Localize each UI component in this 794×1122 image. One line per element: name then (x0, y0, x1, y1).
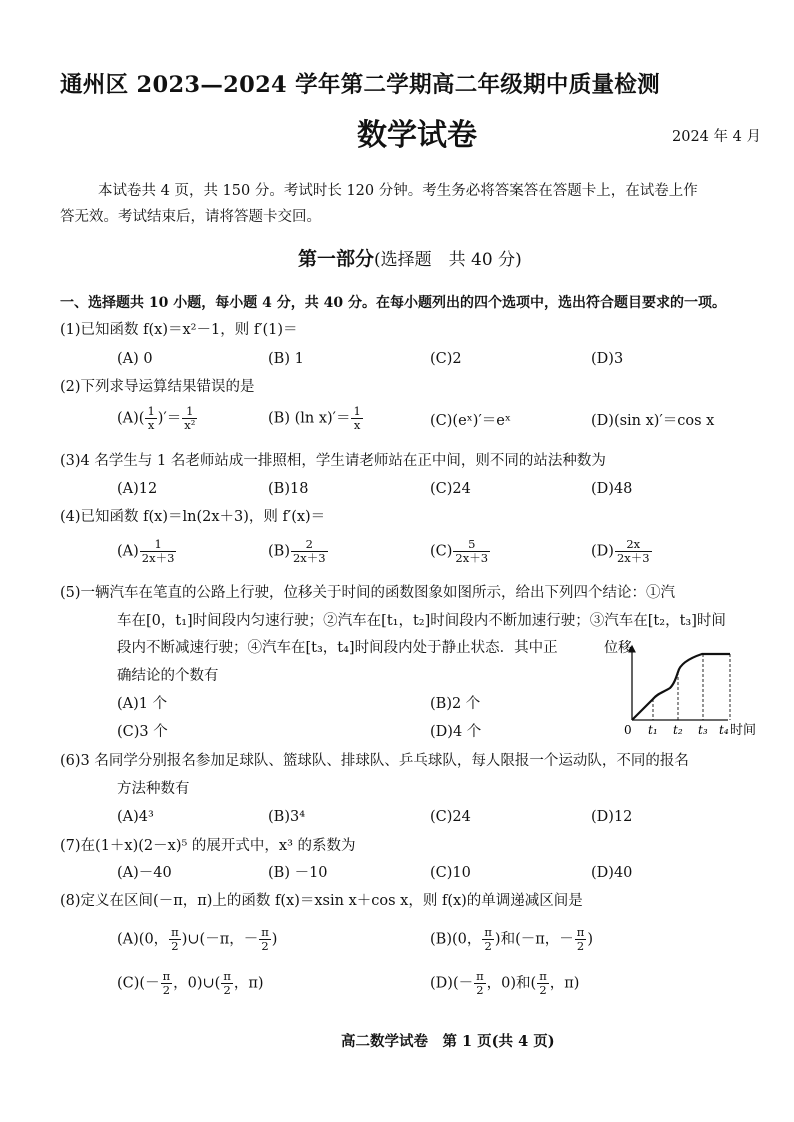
q8-d-part2: ，0)和( (486, 975, 537, 992)
q3-option-b: (B)18 (268, 481, 309, 497)
q8-c-part1: (C)(－ (117, 975, 160, 992)
q8-b-frac1 (482, 926, 494, 953)
q1-option-a: (A) 0 (117, 351, 153, 367)
q7-option-d: (D)40 (591, 865, 633, 881)
q6-option-b: (B)3⁴ (268, 809, 306, 825)
q8-b-part1: (B)(0， (430, 931, 482, 948)
q3-option-a: (A)12 (117, 481, 158, 497)
q3-stem: (3)4 名学生与 1 名老师站成一排照相，学生请老师站在正中间，则不同的站法种数为 (60, 453, 606, 469)
q8-b-frac1-num: π (484, 925, 492, 939)
q5-option-b: (B)2 个 (430, 696, 481, 712)
q2-a-frac2-den: x² (184, 418, 196, 432)
q8-d-part1: (D)(－ (430, 975, 474, 992)
q1-option-d: (D)3 (591, 351, 624, 367)
instructions-line-2: 答无效。考试结束后，请将答题卡交回。 (60, 209, 321, 225)
q8-option-a (117, 926, 277, 953)
q6-option-a: (A)4³ (117, 809, 154, 825)
q8-a-frac1-den: 2 (171, 939, 179, 953)
q7-option-b: (B) －10 (268, 865, 328, 881)
q5-option-d: (D)4 个 (430, 724, 482, 740)
x-axis-label: 时间 (730, 723, 757, 738)
q8-d-frac2-num: π (539, 969, 547, 983)
q8-d-frac2-den: 2 (539, 983, 547, 997)
q4-a-den: 2x＋3 (141, 551, 175, 565)
q5-option-a: (A)1 个 (117, 696, 168, 712)
q6-line-1: (6)3 名同学分别报名参加足球队、篮球队、排球队、乒乓球队，每人限报一个运动队，不同的报名 (60, 753, 689, 769)
q8-d-part3: ，π) (549, 975, 580, 992)
q4-c-num: 5 (453, 538, 490, 552)
q8-option-b (430, 926, 593, 953)
q5-line-3: 段内不断减速行驶；④汽车在[t₃，t₄]时间段内处于静止状态．其中正 (117, 640, 558, 656)
q8-b-frac2-den: 2 (576, 939, 585, 953)
q4-b-den: 2x＋3 (292, 551, 326, 565)
q4-b-prefix: (B) (268, 543, 290, 560)
q8-c-frac2 (221, 970, 233, 997)
q4-c-den: 2x＋3 (455, 551, 489, 565)
exam-date: 2024 年 4 月 (672, 129, 761, 145)
q2-a-frac1-den: x (147, 418, 155, 432)
q4-b-fraction (291, 538, 328, 565)
q3-option-d: (D)48 (591, 481, 633, 497)
q2-a-fraction-2 (182, 405, 197, 432)
q4-d-prefix: (D) (591, 543, 614, 560)
q8-a-part3: ) (271, 931, 278, 948)
q2-a-frac1-num: 1 (147, 404, 155, 418)
section-note: (选择题 共 40 分) (374, 250, 522, 270)
q8-b-part3: ) (587, 931, 593, 948)
q4-a-fraction (140, 538, 177, 565)
q8-c-frac1-den: 2 (162, 983, 171, 997)
q6-option-c: (C)24 (430, 809, 471, 825)
y-axis-label: 位移 (604, 640, 632, 656)
displacement-curve (632, 654, 730, 720)
q8-a-part2: )∪(－π，－ (181, 931, 259, 948)
q6-line-2: 方法种数有 (117, 781, 190, 797)
q2-b-frac-den: x (353, 418, 361, 432)
page-footer: 高二数学试卷 第 1 页(共 4 页) (341, 1033, 555, 1050)
q8-b-frac2 (575, 926, 587, 953)
q4-d-fraction (615, 538, 652, 565)
q4-a-prefix: (A) (117, 543, 139, 560)
q5-displacement-graph (600, 632, 760, 742)
q8-a-frac1-num: π (171, 925, 179, 939)
tick-t4: t₄ (719, 723, 729, 737)
q4-option-b (268, 538, 329, 565)
q8-option-d (430, 970, 579, 997)
q8-b-frac2-num: π (576, 925, 585, 939)
q8-c-part2: ，0)∪( (173, 975, 221, 992)
q8-a-frac2-num: π (261, 925, 269, 939)
q8-c-part3: ，π) (233, 975, 264, 992)
part-intro: 一、选择题共 10 小题，每小题 4 分，共 40 分。在每小题列出的四个选项中，选出符合题目要求的一项。 (60, 295, 726, 311)
q1-option-b: (B) 1 (268, 351, 304, 367)
q5-line-2: 车在[0，t₁]时间段内匀速行驶；②汽车在[t₁，t₂]时间段内不断加速行驶；③汽车在[t₂，t₃]时间 (117, 613, 726, 629)
q3-option-c: (C)24 (430, 481, 471, 497)
q4-option-d (591, 538, 653, 565)
q2-b-prefix: (B) (ln x)′＝ (268, 410, 351, 427)
q8-c-frac2-num: π (223, 969, 231, 983)
q1-stem: (1)已知函数 f(x)＝x²－1，则 f′(1)＝ (60, 322, 298, 338)
q5-line-1: (5)一辆汽车在笔直的公路上行驶，位移关于时间的函数图象如图所示，给出下列四个结论：①汽 (60, 585, 676, 601)
q1-option-c: (C)2 (430, 351, 462, 367)
q2-option-b (268, 405, 364, 432)
q8-a-frac2-den: 2 (261, 939, 269, 953)
q4-d-num: 2x (615, 538, 652, 552)
tick-t3: t₃ (698, 723, 708, 737)
origin-label: 0 (624, 723, 632, 737)
q4-stem: (4)已知函数 f(x)＝ln(2x＋3)，则 f′(x)＝ (60, 509, 326, 525)
tick-t1: t₁ (648, 723, 658, 737)
q2-a-frac2-num: 1 (182, 405, 197, 419)
q2-stem: (2)下列求导运算结果错误的是 (60, 379, 255, 395)
q4-d-den: 2x＋3 (616, 551, 650, 565)
q2-a-middle: )′＝ (157, 410, 182, 427)
q8-d-frac1-den: 2 (476, 983, 484, 997)
q4-a-num: 1 (140, 538, 177, 552)
q2-a-fraction-1 (145, 405, 156, 432)
q4-option-c (430, 538, 491, 565)
q8-c-frac1-num: π (162, 969, 171, 983)
q2-a-prefix: (A)( (117, 410, 145, 427)
q8-d-frac1-num: π (476, 969, 484, 983)
q6-option-d: (D)12 (591, 809, 633, 825)
q2-option-d: (D)(sin x)′＝cos x (591, 413, 715, 429)
q2-option-a (117, 405, 198, 432)
exam-subject: 数学试卷 (357, 118, 477, 153)
q7-option-a: (A)－40 (117, 865, 172, 881)
q2-b-frac-num: 1 (353, 404, 361, 418)
exam-title: 通州区 2023—2024 学年第二学期高二年级期中质量检测 (60, 72, 660, 98)
section-header (298, 248, 522, 271)
q8-c-frac1 (161, 970, 173, 997)
q2-option-c: (C)(eˣ)′＝eˣ (430, 413, 511, 429)
section-title: 第一部分 (298, 248, 375, 270)
q7-option-c: (C)10 (430, 865, 471, 881)
q8-c-frac2-den: 2 (223, 983, 231, 997)
q5-line-4: 确结论的个数有 (117, 668, 219, 684)
tick-t2: t₂ (673, 723, 683, 737)
q8-option-c (117, 970, 264, 997)
q8-d-frac2 (537, 970, 549, 997)
q4-c-prefix: (C) (430, 543, 453, 560)
q8-b-frac1-den: 2 (484, 939, 492, 953)
q4-b-num: 2 (291, 538, 328, 552)
q8-a-frac2 (259, 926, 271, 953)
q5-option-c: (C)3 个 (117, 724, 168, 740)
q7-stem: (7)在(1＋x)(2－x)⁵ 的展开式中，x³ 的系数为 (60, 838, 356, 854)
q8-a-frac1 (169, 926, 181, 953)
instructions-line-1: 本试卷共 4 页，共 150 分。考试时长 120 分钟。考生务必将答案答在答题卡上，在试卷上作 (98, 183, 698, 199)
q8-a-part1: (A)(0， (117, 931, 169, 948)
q2-b-fraction (351, 405, 362, 432)
q8-stem: (8)定义在区间(－π，π)上的函数 f(x)＝xsin x＋cos x，则 f(x)的单调递减区间是 (60, 893, 583, 909)
q4-c-fraction (453, 538, 490, 565)
q8-b-part2: )和(－π，－ (494, 931, 574, 948)
q8-d-frac1 (474, 970, 486, 997)
q4-option-a (117, 538, 177, 565)
